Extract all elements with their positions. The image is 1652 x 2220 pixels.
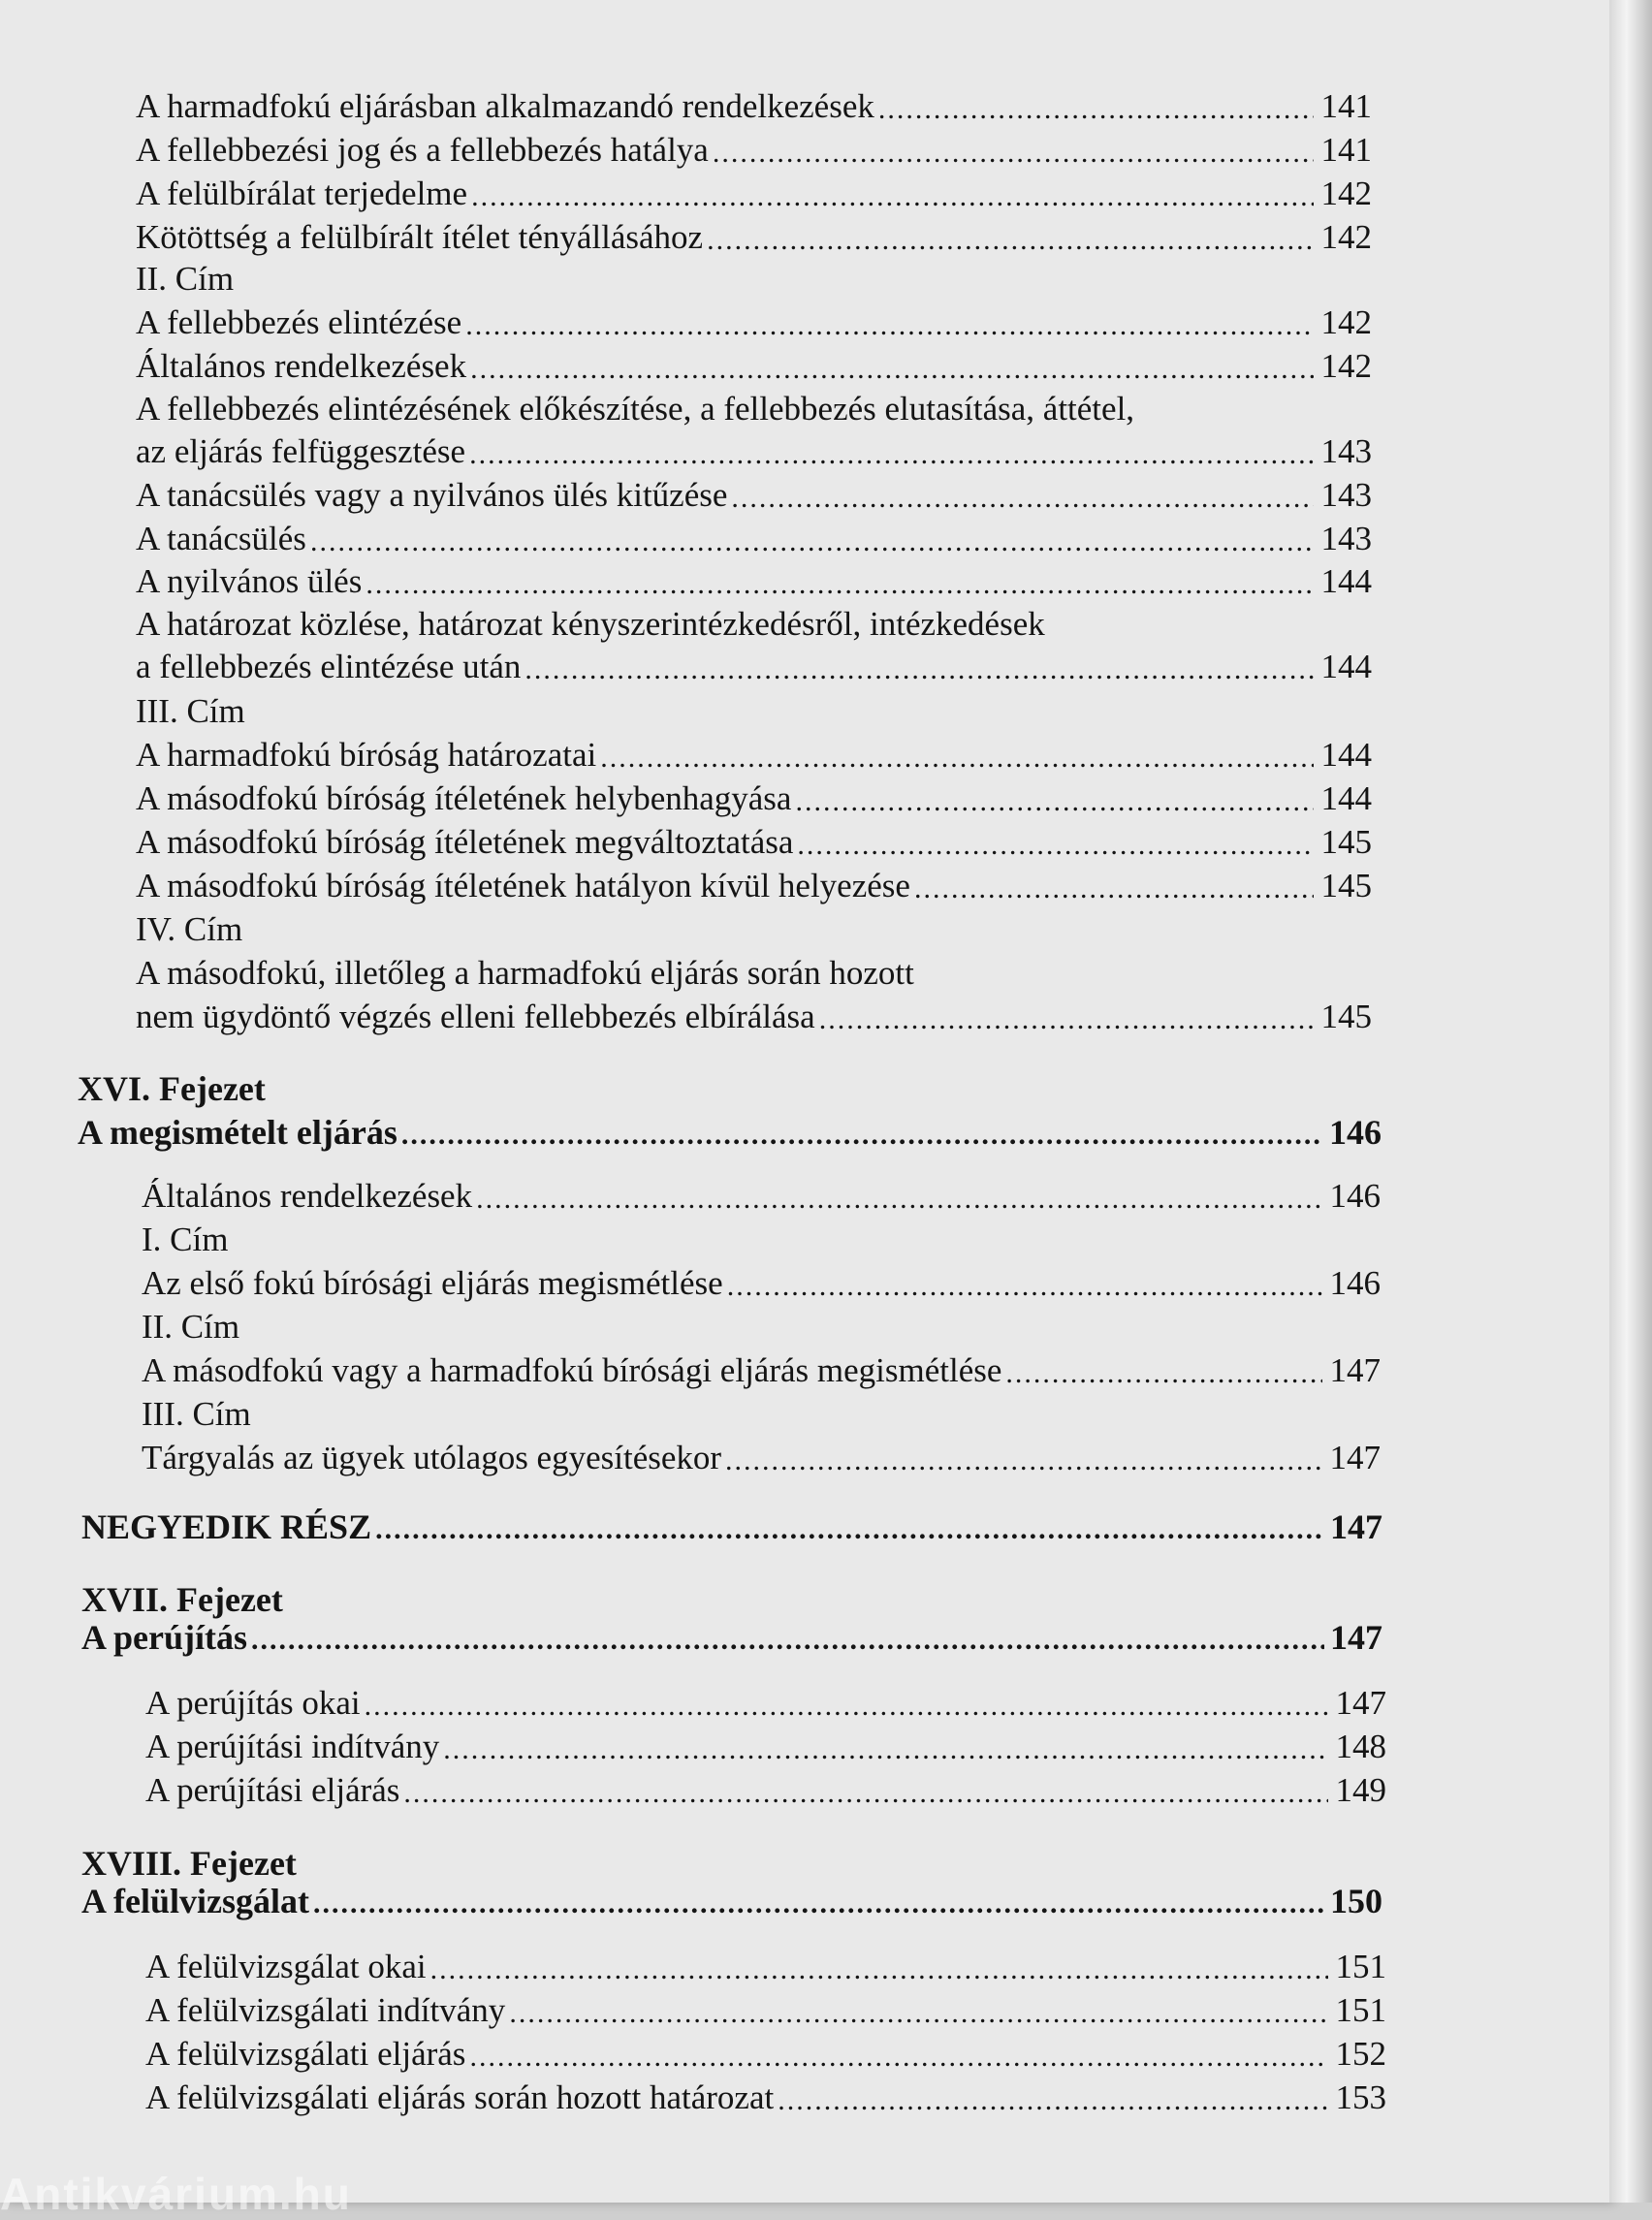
entry-title: Kötöttség a felülbírált ítélet tényállásához: [136, 218, 704, 256]
toc-entry: [145, 2031, 1386, 2077]
toc-entry: [136, 644, 1372, 690]
leader-dots: [914, 874, 1314, 904]
entry-title: A nyilvános ülés: [136, 562, 363, 600]
toc-entry: [142, 1348, 1381, 1394]
entry-page: 144: [1320, 736, 1372, 774]
toc-entry: [136, 171, 1372, 217]
leader-dots: [471, 182, 1314, 211]
chapter-heading: XVI. Fejezet: [78, 1069, 266, 1108]
toc-entry: [136, 472, 1372, 519]
entry-title: A perújítás: [81, 1618, 247, 1657]
entry-title: NEGYEDIK RÉSZ: [81, 1507, 372, 1546]
leader-dots: [310, 527, 1314, 556]
chapter-title: [78, 1109, 1382, 1156]
part-heading: [81, 1504, 1382, 1550]
leader-dots: [1005, 1359, 1322, 1388]
toc-entry: [136, 83, 1372, 130]
entry-page: 145: [1320, 823, 1372, 861]
entry-title: Tárgyalás az ügyek utólagos egyesítésekor: [142, 1439, 722, 1476]
entry-title: A másodfokú bíróság ítéletének megváltoztatása: [136, 823, 794, 861]
entry-title: A másodfokú bíróság ítéletének helybenhagyása: [136, 779, 792, 817]
entry-title: a fellebbezés elintézése után: [136, 648, 522, 685]
toc-entry: [136, 776, 1372, 822]
entry-page: 146: [1329, 1264, 1381, 1302]
toc-entry: [142, 1173, 1381, 1220]
toc-entry-line: A fellebbezés elintézésének előkészítése, a fellebbezés elutasítása, áttétel,: [136, 390, 1135, 428]
entry-page: 142: [1320, 347, 1372, 385]
toc-entry: [145, 1680, 1386, 1727]
entry-page: 147: [1335, 1684, 1386, 1722]
entry-page: 146: [1329, 1113, 1382, 1152]
toc-entry: [136, 214, 1372, 261]
entry-page: 143: [1320, 476, 1372, 514]
leader-dots: [401, 1121, 1323, 1150]
leader-dots: [707, 226, 1314, 255]
entry-page: 143: [1320, 520, 1372, 557]
toc-entry: [136, 516, 1372, 562]
entry-title: Általános rendelkezések: [142, 1177, 473, 1215]
entry-page: 151: [1335, 1991, 1386, 2029]
leader-dots: [365, 1692, 1328, 1721]
entry-title: A fellebbezés elintézése: [136, 303, 462, 341]
entry-page: 148: [1335, 1728, 1386, 1765]
leader-dots: [465, 311, 1314, 340]
entry-page: 142: [1320, 218, 1372, 256]
section-heading: III. Cím: [142, 1395, 251, 1433]
entry-page: 145: [1320, 998, 1372, 1035]
entry-title: A felülvizsgálat okai: [145, 1948, 427, 1985]
toc-entry: [136, 863, 1372, 909]
toc-entry: [136, 428, 1372, 475]
entry-title: az eljárás felfüggesztése: [136, 432, 466, 470]
section-heading: II. Cím: [142, 1308, 240, 1346]
chapter-title: [81, 1614, 1382, 1661]
page-edge: [1609, 0, 1652, 2203]
chapter-heading: XVII. Fejezet: [81, 1580, 283, 1619]
entry-page: 152: [1335, 2035, 1386, 2073]
entry-title: A perújítás okai: [145, 1684, 361, 1722]
toc-entry: [142, 1435, 1381, 1481]
toc-entry: [136, 127, 1372, 174]
entry-page: 144: [1320, 648, 1372, 685]
entry-page: 147: [1329, 1351, 1381, 1389]
chapter-heading: XVIII. Fejezet: [81, 1844, 297, 1883]
leader-dots: [725, 1446, 1322, 1475]
toc-entry: [142, 1260, 1381, 1307]
entry-page: 151: [1335, 1948, 1386, 1985]
entry-title: A tanácsülés vagy a nyilvános ülés kitűzése: [136, 476, 728, 514]
entry-page: 149: [1335, 1771, 1386, 1809]
toc-entry-line: A másodfokú, illetőleg a harmadfokú eljárás során hozott: [136, 954, 914, 992]
entry-title: A harmadfokú eljárásban alkalmazandó rendelkezések: [136, 87, 874, 125]
chapter-title: [81, 1878, 1382, 1924]
toc-entry: [145, 2075, 1386, 2121]
entry-title: A másodfokú bíróság ítéletének hatályon kívül helyezése: [136, 867, 910, 904]
leader-dots: [524, 655, 1314, 684]
entry-title: Általános rendelkezések: [136, 347, 467, 385]
toc-entry: [136, 819, 1372, 866]
entry-page: 150: [1330, 1882, 1382, 1920]
leader-dots: [819, 1005, 1314, 1034]
entry-page: 147: [1330, 1507, 1382, 1546]
toc-entry: [136, 343, 1372, 390]
entry-title: A megismételt eljárás: [78, 1113, 397, 1152]
toc-entry: [145, 1987, 1386, 2034]
leader-dots: [469, 2043, 1328, 2072]
entry-title: A tanácsülés: [136, 520, 306, 557]
entry-title: A felülbírálat terjedelme: [136, 174, 468, 212]
leader-dots: [365, 570, 1314, 599]
section-heading: III. Cím: [136, 692, 245, 730]
entry-title: A felülvizsgálati eljárás: [145, 2035, 466, 2073]
leader-dots: [713, 139, 1314, 168]
entry-page: 147: [1329, 1439, 1381, 1476]
leader-dots: [375, 1515, 1324, 1544]
entry-title: A felülvizsgálati indítvány: [145, 1991, 506, 2029]
leader-dots: [470, 355, 1314, 384]
leader-dots: [469, 440, 1314, 469]
toc-entry-line: A határozat közlése, határozat kényszerintézkedésről, intézkedések: [136, 605, 1045, 643]
entry-title: A felülvizsgálat: [81, 1882, 309, 1920]
section-heading: I. Cím: [142, 1221, 229, 1258]
entry-page: 141: [1320, 131, 1372, 169]
entry-page: 142: [1320, 303, 1372, 341]
entry-title: A másodfokú vagy a harmadfokú bírósági eljárás megismétlése: [142, 1351, 1002, 1389]
leader-dots: [509, 1999, 1328, 2028]
entry-title: Az első fokú bírósági eljárás megismétlése: [142, 1264, 723, 1302]
entry-page: 144: [1320, 779, 1372, 817]
leader-dots: [600, 744, 1314, 773]
entry-page: 144: [1320, 562, 1372, 600]
leader-dots: [403, 1779, 1328, 1808]
entry-title: A harmadfokú bíróság határozatai: [136, 736, 597, 774]
entry-page: 142: [1320, 174, 1372, 212]
entry-page: 153: [1335, 2078, 1386, 2116]
entry-title: A felülvizsgálati eljárás során hozott határozat: [145, 2078, 775, 2116]
watermark: Antikvárium.hu: [0, 2169, 352, 2219]
section-heading: II. Cím: [136, 260, 235, 298]
leader-dots: [878, 95, 1314, 124]
toc-entry: [136, 732, 1372, 778]
entry-page: 143: [1320, 432, 1372, 470]
toc-entry: [145, 1724, 1386, 1770]
entry-title: A fellebbezési jog és a fellebbezés hatálya: [136, 131, 709, 169]
leader-dots: [313, 1889, 1324, 1919]
entry-page: 146: [1329, 1177, 1381, 1215]
toc-entry: [145, 1767, 1386, 1814]
leader-dots: [797, 831, 1314, 860]
entry-page: 145: [1320, 867, 1372, 904]
entry-title: nem ügydöntő végzés elleni fellebbezés elbírálása: [136, 998, 815, 1035]
leader-dots: [795, 787, 1314, 816]
entry-title: A perújítási eljárás: [145, 1771, 400, 1809]
toc-entry: [136, 300, 1372, 346]
toc-entry: [136, 994, 1372, 1040]
leader-dots: [727, 1272, 1322, 1301]
leader-dots: [476, 1185, 1322, 1214]
toc-entry: [136, 558, 1372, 605]
section-heading: IV. Cím: [136, 910, 243, 948]
leader-dots: [251, 1626, 1324, 1655]
leader-dots: [778, 2086, 1328, 2115]
leader-dots: [731, 484, 1314, 513]
entry-page: 141: [1320, 87, 1372, 125]
entry-page: 147: [1330, 1618, 1382, 1657]
leader-dots: [443, 1735, 1328, 1764]
entry-title: A perújítási indítvány: [145, 1728, 440, 1765]
toc-entry: [145, 1944, 1386, 1990]
leader-dots: [430, 1955, 1328, 1984]
